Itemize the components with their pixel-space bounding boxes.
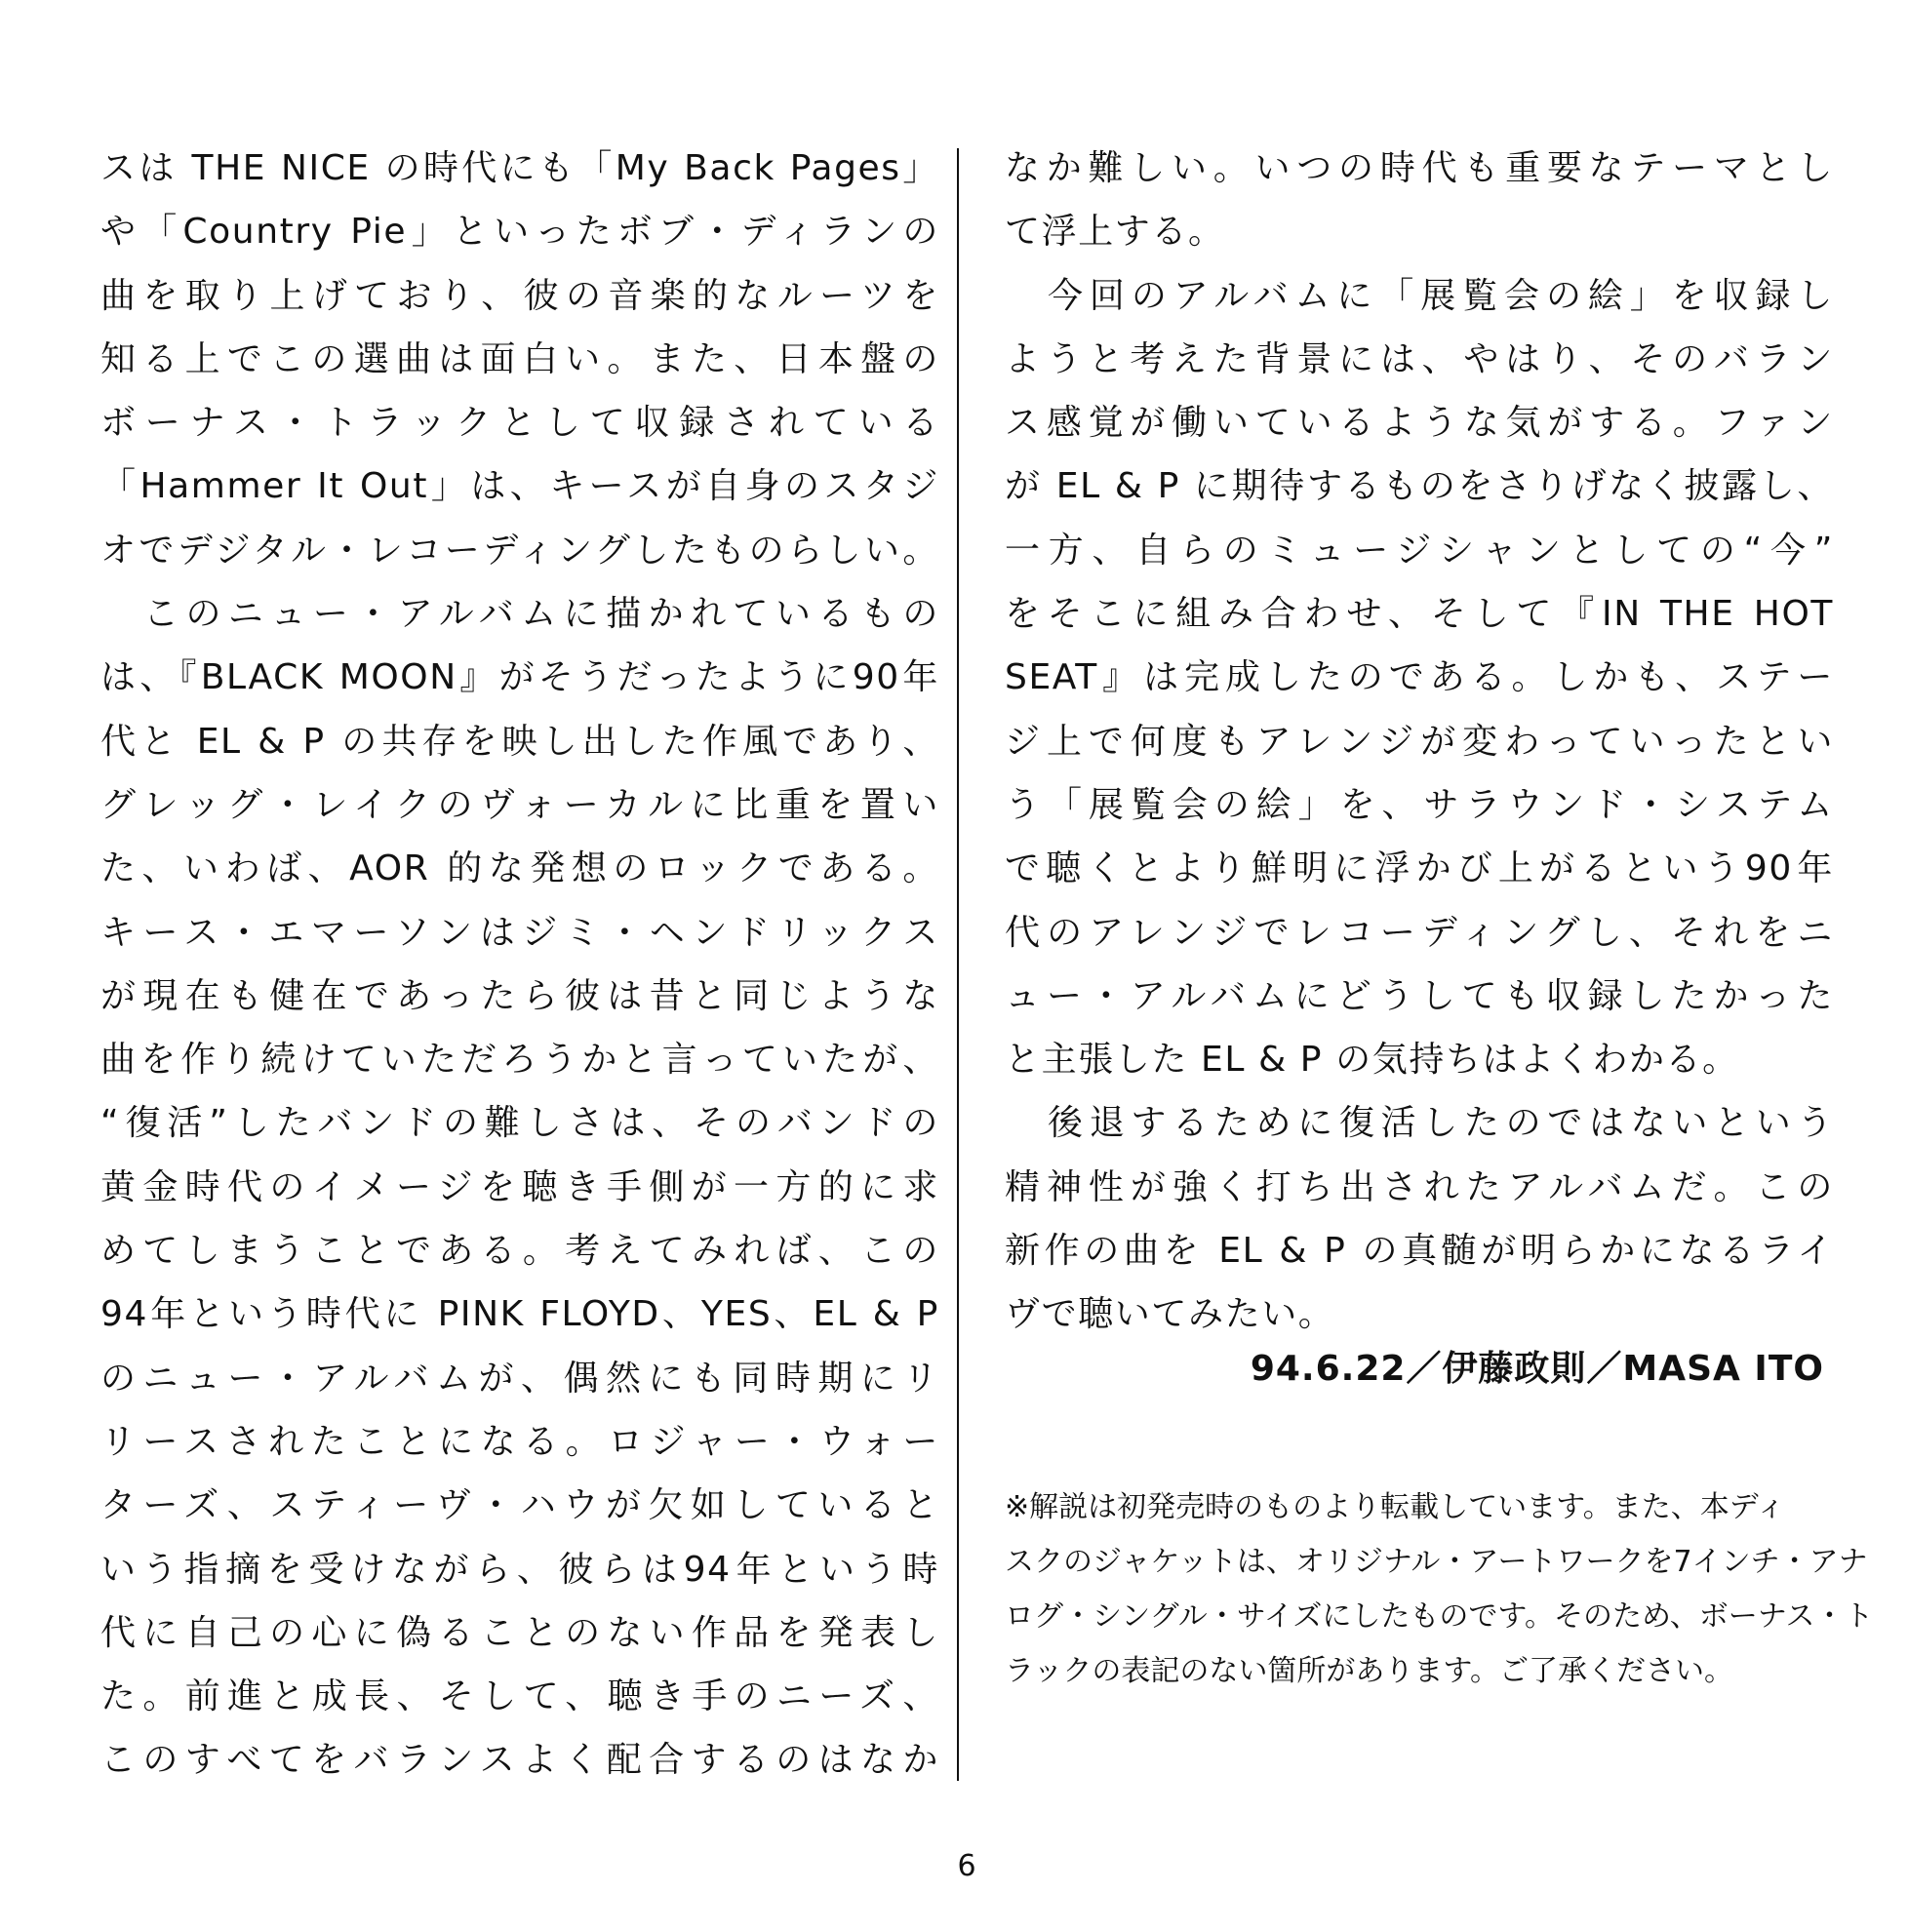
text-line: ジ上で何度もアレンジが変わっていったとい (1005, 721, 1834, 762)
text-line: このすべてをバランスよく配合するのはなか (100, 1740, 939, 1781)
author-signature: 94.6.22／伊藤政則／MASA ITO (1250, 1349, 1824, 1389)
text-line: た、いわば、AOR 的な発想のロックである。 (100, 848, 939, 889)
paragraph-start-line: 今回のアルバムに「展覧会の絵」を収録し (1048, 275, 1834, 316)
column-divider (957, 148, 959, 1781)
text-line: 代のアレンジでレコーディングし、それをニ (1005, 912, 1834, 953)
text-line: 新作の曲を EL & P の真髄が明らかになるライ (1005, 1231, 1834, 1272)
text-line: ス感覚が働いているような気がする。ファン (1005, 403, 1834, 444)
text-line: や「Country Pie」といったボブ・ディランの (100, 212, 939, 253)
text-line: “復活”したバンドの難しさは、そのバンドの (100, 1103, 939, 1144)
paragraph-start-line: 後退するために復活したのではないという (1048, 1103, 1834, 1144)
text-line: が EL & P に期待するものをさりげなく披露し、 (1005, 466, 1834, 507)
text-line: は、『BLACK MOON』がそうだったように90年 (100, 657, 939, 698)
right-text-column (1005, 137, 1834, 1347)
text-line: が現在も健在であったら彼は昔と同じような (100, 975, 939, 1016)
text-line: 精神性が強く打ち出されたアルバムだ。この (1005, 1166, 1834, 1207)
text-line: 曲を作り続けていただろうかと言っていたが、 (100, 1040, 939, 1081)
paragraph-end-line: て浮上する。 (1005, 212, 1225, 253)
text-line: ュー・アルバムにどうしても収録したかった (1005, 975, 1834, 1016)
text-line: スは THE NICE の時代にも「My Back Pages」 (100, 148, 939, 188)
text-line: ターズ、スティーヴ・ハウが欠如していると (100, 1485, 939, 1526)
text-line: グレッグ・レイクのヴォーカルに比重を置い (100, 784, 939, 825)
note-line: スクのジャケットは、オリジナル・アートワークを7インチ・アナ (1005, 1545, 1868, 1579)
text-line: キース・エマーソンはジミ・ヘンドリックス (100, 912, 939, 953)
text-line: ボーナス・トラックとして収録されている (100, 403, 939, 444)
text-line: た。前進と成長、そして、聴き手のニーズ、 (100, 1676, 939, 1717)
text-line: SEAT』は完成したのである。しかも、ステー (1005, 657, 1834, 698)
text-line: ようと考えた背景には、やはり、そのバラン (1005, 338, 1834, 379)
text-line: のニュー・アルバムが、偶然にも同時期にリ (100, 1358, 939, 1399)
page-number: 6 (957, 1849, 976, 1883)
text-line: 曲を取り上げており、彼の音楽的なルーツを (100, 275, 939, 316)
text-line: めてしまうことである。考えてみれば、この (100, 1231, 939, 1272)
note-line: ※解説は初発売時のものより転載しています。また、本ディ (1005, 1490, 1786, 1524)
text-line: 代と EL & P の共存を映し出した作風であり、 (100, 721, 939, 762)
paragraph-end-line: と主張した EL & P の気持ちはよくわかる。 (1005, 1040, 1739, 1081)
paragraph-start-line: このニュー・アルバムに描かれているもの (143, 594, 939, 635)
text-line: リースされたことになる。ロジャー・ウォー (100, 1421, 939, 1462)
text-line: をそこに組み合わせ、そして『IN THE HOT (1005, 594, 1834, 635)
text-line: オでデジタル・レコーディングしたものらしい。 (100, 530, 939, 571)
reprint-note (1005, 1480, 1883, 1699)
paragraph-end-line: ヴで聴いてみたい。 (1005, 1294, 1335, 1335)
text-line: 知る上でこの選曲は面白い。また、日本盤の (100, 338, 939, 379)
note-line: ラックの表記のない箇所があります。ご了承ください。 (1005, 1654, 1733, 1688)
text-line: 94年という時代に PINK FLOYD、YES、EL & P (100, 1294, 939, 1335)
text-line: 「Hammer It Out」は、キースが自身のスタジ (100, 466, 939, 507)
left-text-column (100, 137, 939, 1793)
note-line: ログ・シングル・サイズにしたものです。そのため、ボーナス・ト (1005, 1599, 1874, 1634)
text-line: 代に自己の心に偽ることのない作品を発表し (100, 1612, 939, 1653)
text-line: う「展覧会の絵」を、サラウンド・システム (1005, 784, 1834, 825)
text-line: いう指摘を受けながら、彼らは94年という時 (100, 1549, 939, 1590)
text-line: 一方、自らのミュージシャンとしての“今” (1005, 530, 1834, 571)
text-line: 黄金時代のイメージを聴き手側が一方的に求 (100, 1166, 939, 1207)
text-line: なか難しい。いつの時代も重要なテーマとし (1005, 148, 1834, 188)
text-line: で聴くとより鮮明に浮かび上がるという90年 (1005, 848, 1834, 889)
